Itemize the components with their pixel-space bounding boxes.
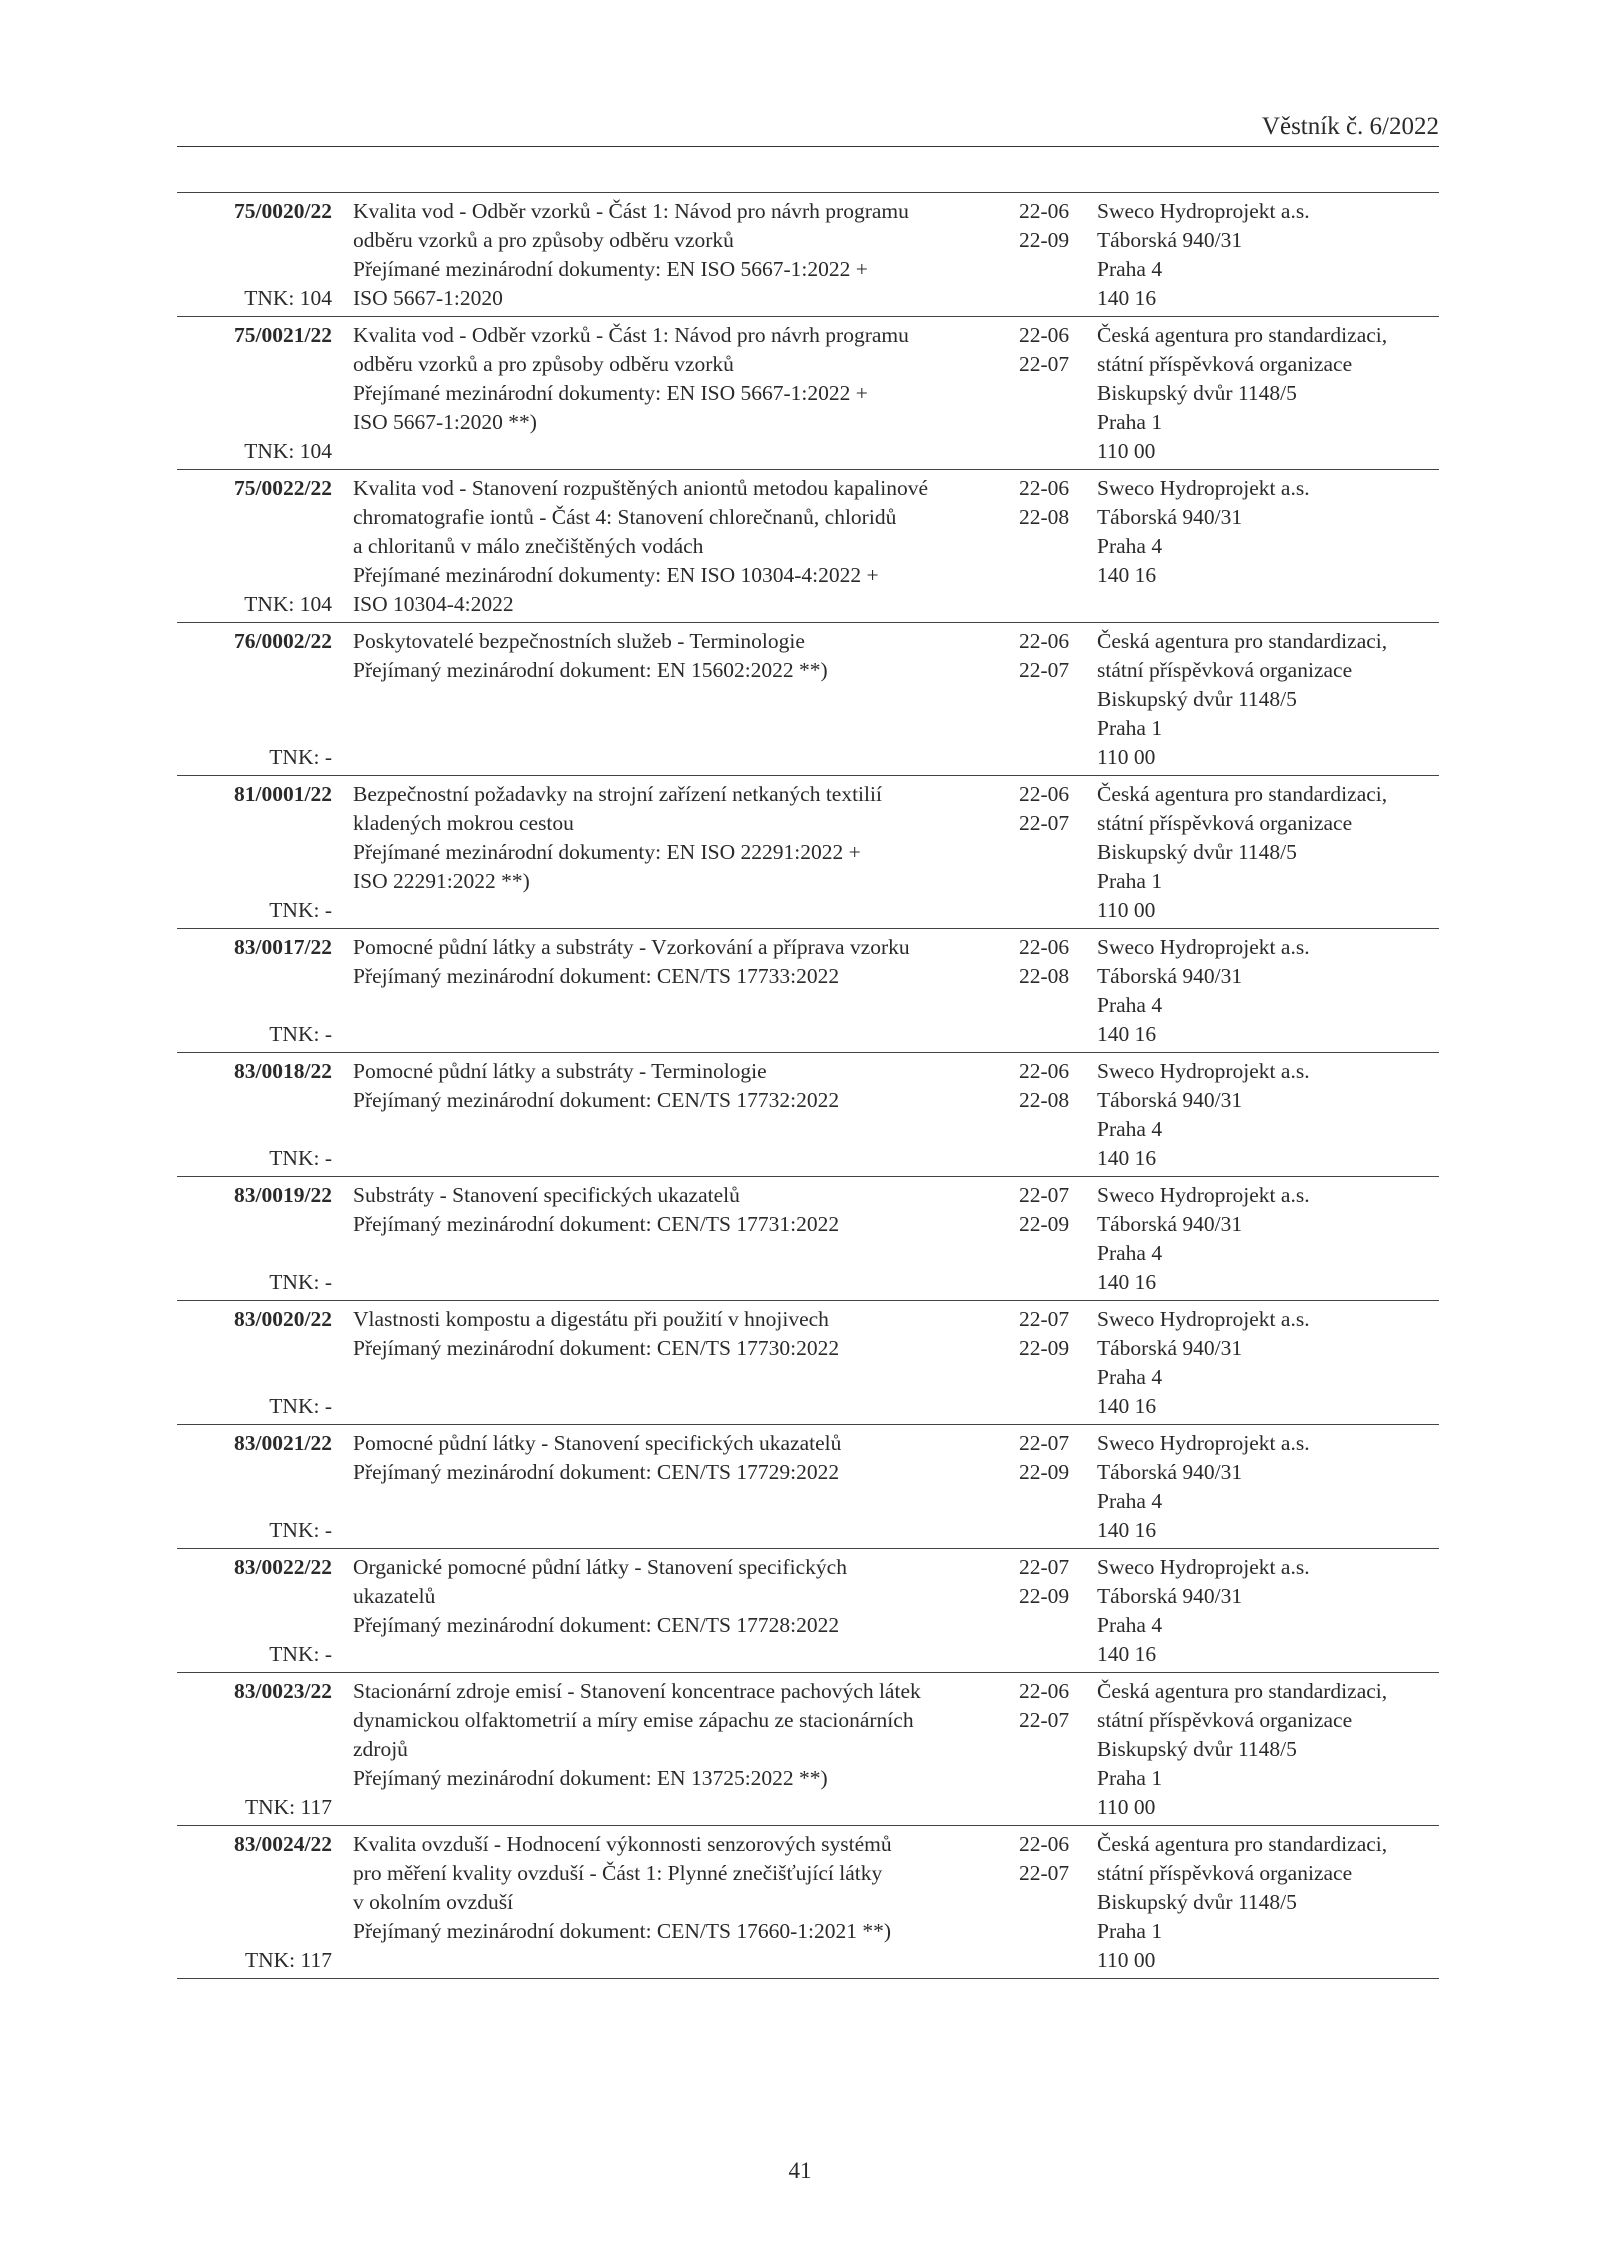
date-value: 22-06 (1019, 199, 1070, 223)
date-value: 22-06 (1019, 935, 1070, 959)
title-line: Přejímaný mezinárodní dokument: CEN/TS 17729:2022 (353, 1460, 840, 1484)
date-value: 22-06 (1019, 1679, 1070, 1703)
standard-title-cell (332, 1301, 1007, 1425)
date-value: 22-06 (1019, 323, 1070, 347)
title-line: ISO 22291:2022 **) (353, 869, 530, 893)
standards-table (177, 192, 1439, 1979)
title-line: Přejímaný mezinárodní dokument: CEN/TS 17732:2022 (353, 1088, 840, 1112)
address-line: Praha 4 (1097, 1117, 1163, 1141)
standard-title-cell (332, 1826, 1007, 1979)
date-cell (1007, 470, 1097, 623)
title-line: a chloritanů v málo znečištěných vodách (353, 534, 704, 558)
address-line: 140 16 (1097, 1022, 1157, 1046)
date-value: 22-06 (1019, 629, 1070, 653)
title-line: Přejímaný mezinárodní dokument: EN 15602:2022 **) (353, 658, 828, 682)
standard-title-cell (332, 1053, 1007, 1177)
address-line: Táborská 940/31 (1097, 1336, 1243, 1360)
address-line: Sweco Hydroprojekt a.s. (1097, 1307, 1310, 1331)
address-line: Sweco Hydroprojekt a.s. (1097, 199, 1310, 223)
title-line: Přejímaný mezinárodní dokument: CEN/TS 17733:2022 (353, 964, 840, 988)
standard-code-cell (177, 1826, 332, 1979)
address-line: 140 16 (1097, 286, 1157, 310)
address-line: Praha 4 (1097, 1489, 1163, 1513)
date-cell (1007, 1549, 1097, 1673)
title-line: ISO 10304-4:2022 (353, 592, 514, 616)
date-cell (1007, 1053, 1097, 1177)
address-line: Sweco Hydroprojekt a.s. (1097, 935, 1310, 959)
date-value: 22-09 (1019, 228, 1070, 252)
address-line: Táborská 940/31 (1097, 505, 1243, 529)
date-value: 22-07 (1019, 658, 1070, 682)
tnk-label: TNK: 117 (245, 1795, 332, 1819)
standard-code-cell (177, 470, 332, 623)
address-line: Praha 1 (1097, 716, 1163, 740)
address-line: Praha 4 (1097, 257, 1163, 281)
table-row (177, 1177, 1439, 1301)
processor-address-cell (1097, 1425, 1439, 1549)
address-line: Biskupský dvůr 1148/5 (1097, 1890, 1297, 1914)
tnk-label: TNK: - (269, 898, 332, 922)
title-line: Přejímaný mezinárodní dokument: CEN/TS 17728:2022 (353, 1613, 840, 1637)
standard-code-cell (177, 1673, 332, 1826)
address-line: Sweco Hydroprojekt a.s. (1097, 1183, 1310, 1207)
date-cell (1007, 1826, 1097, 1979)
date-value: 22-06 (1019, 1059, 1070, 1083)
title-line: Pomocné půdní látky a substráty - Terminologie (353, 1059, 767, 1083)
standard-number: 83/0024/22 (234, 1832, 332, 1856)
table-row (177, 1826, 1439, 1979)
table-row (177, 776, 1439, 929)
standard-code-cell (177, 1301, 332, 1425)
address-line: Táborská 940/31 (1097, 964, 1243, 988)
address-line: státní příspěvková organizace (1097, 352, 1353, 376)
date-value: 22-07 (1019, 1183, 1070, 1207)
address-line: státní příspěvková organizace (1097, 811, 1353, 835)
tnk-label: TNK: 117 (245, 1948, 332, 1972)
date-value: 22-09 (1019, 1336, 1070, 1360)
date-cell (1007, 623, 1097, 776)
processor-address-cell (1097, 470, 1439, 623)
address-line: státní příspěvková organizace (1097, 658, 1353, 682)
title-line: Přejímaný mezinárodní dokument: CEN/TS 17660-1:2021 **) (353, 1919, 892, 1943)
table-row (177, 1549, 1439, 1673)
title-line: Přejímané mezinárodní dokumenty: EN ISO 10304-4:2022 + (353, 563, 879, 587)
date-value: 22-09 (1019, 1460, 1070, 1484)
tnk-label: TNK: 104 (244, 592, 332, 616)
date-value: 22-07 (1019, 1555, 1070, 1579)
tnk-label: TNK: 104 (244, 286, 332, 310)
title-line: Přejímané mezinárodní dokumenty: EN ISO 5667-1:2022 + (353, 381, 868, 405)
standard-title-cell (332, 776, 1007, 929)
date-value: 22-07 (1019, 1431, 1070, 1455)
address-line: 140 16 (1097, 1642, 1157, 1666)
tnk-label: TNK: - (269, 745, 332, 769)
address-line: Česká agentura pro standardizaci, (1097, 1832, 1388, 1856)
address-line: 140 16 (1097, 1146, 1157, 1170)
table-row (177, 1301, 1439, 1425)
date-value: 22-09 (1019, 1584, 1070, 1608)
address-line: Praha 4 (1097, 1613, 1163, 1637)
standard-number: 83/0023/22 (234, 1679, 332, 1703)
processor-address-cell (1097, 1826, 1439, 1979)
table-row (177, 193, 1439, 317)
standard-code-cell (177, 317, 332, 470)
processor-address-cell (1097, 193, 1439, 317)
title-line: ukazatelů (353, 1584, 436, 1608)
title-line: dynamickou olfaktometrií a míry emise zápachu ze stacionárních (353, 1708, 914, 1732)
address-line: Biskupský dvůr 1148/5 (1097, 840, 1297, 864)
processor-address-cell (1097, 776, 1439, 929)
address-line: Biskupský dvůr 1148/5 (1097, 1737, 1297, 1761)
standard-code-cell (177, 776, 332, 929)
address-line: Česká agentura pro standardizaci, (1097, 1679, 1388, 1703)
processor-address-cell (1097, 1053, 1439, 1177)
date-value: 22-07 (1019, 811, 1070, 835)
address-line: 110 00 (1097, 898, 1156, 922)
title-line: Pomocné půdní látky a substráty - Vzorkování a příprava vzorku (353, 935, 910, 959)
tnk-label: TNK: - (269, 1642, 332, 1666)
title-line: Bezpečnostní požadavky na strojní zařízení netkaných textilií (353, 782, 882, 806)
address-line: Praha 1 (1097, 869, 1163, 893)
address-line: státní příspěvková organizace (1097, 1708, 1353, 1732)
standard-title-cell (332, 929, 1007, 1053)
address-line: Česká agentura pro standardizaci, (1097, 629, 1388, 653)
date-value: 22-07 (1019, 1307, 1070, 1331)
title-line: chromatografie iontů - Část 4: Stanovení chlorečnanů, chloridů (353, 505, 897, 529)
address-line: Praha 4 (1097, 993, 1163, 1017)
standard-title-cell (332, 623, 1007, 776)
title-line: Substráty - Stanovení specifických ukazatelů (353, 1183, 740, 1207)
title-line: Kvalita vod - Odběr vzorků - Část 1: Návod pro návrh programu (353, 199, 909, 223)
table-row (177, 1053, 1439, 1177)
title-line: kladených mokrou cestou (353, 811, 574, 835)
date-value: 22-07 (1019, 1708, 1070, 1732)
processor-address-cell (1097, 317, 1439, 470)
standard-number: 83/0022/22 (234, 1555, 332, 1579)
standard-number: 75/0020/22 (234, 199, 332, 223)
title-line: Kvalita vod - Odběr vzorků - Část 1: Návod pro návrh programu (353, 323, 909, 347)
date-cell (1007, 776, 1097, 929)
title-line: Kvalita ovzduší - Hodnocení výkonnosti senzorových systémů (353, 1832, 892, 1856)
tnk-label: TNK: - (269, 1022, 332, 1046)
table-row (177, 929, 1439, 1053)
standard-number: 75/0021/22 (234, 323, 332, 347)
title-line: Přejímané mezinárodní dokumenty: EN ISO 5667-1:2022 + (353, 257, 868, 281)
title-line: v okolním ovzduší (353, 1890, 514, 1914)
standard-title-cell (332, 1673, 1007, 1826)
standard-title-cell (332, 1177, 1007, 1301)
date-cell (1007, 1425, 1097, 1549)
title-line: Pomocné půdní látky - Stanovení specifických ukazatelů (353, 1431, 842, 1455)
title-line: Kvalita vod - Stanovení rozpuštěných aniontů metodou kapalinové (353, 476, 928, 500)
tnk-label: TNK: 104 (244, 439, 332, 463)
standard-title-cell (332, 317, 1007, 470)
address-line: Praha 1 (1097, 1919, 1163, 1943)
standard-title-cell (332, 193, 1007, 317)
standard-number: 83/0021/22 (234, 1431, 332, 1455)
address-line: Biskupský dvůr 1148/5 (1097, 381, 1297, 405)
title-line: Přejímané mezinárodní dokumenty: EN ISO 22291:2022 + (353, 840, 861, 864)
table-row (177, 623, 1439, 776)
standard-code-cell (177, 193, 332, 317)
address-line: 140 16 (1097, 1518, 1157, 1542)
title-line: Přejímaný mezinárodní dokument: EN 13725:2022 **) (353, 1766, 828, 1790)
table-row (177, 1673, 1439, 1826)
address-line: Táborská 940/31 (1097, 1460, 1243, 1484)
processor-address-cell (1097, 1549, 1439, 1673)
address-line: 140 16 (1097, 1394, 1157, 1418)
tnk-label: TNK: - (269, 1394, 332, 1418)
standard-number: 76/0002/22 (234, 629, 332, 653)
date-value: 22-08 (1019, 505, 1070, 529)
standard-number: 83/0018/22 (234, 1059, 332, 1083)
processor-address-cell (1097, 1301, 1439, 1425)
title-line: Přejímaný mezinárodní dokument: CEN/TS 17731:2022 (353, 1212, 840, 1236)
address-line: 140 16 (1097, 563, 1157, 587)
date-value: 22-06 (1019, 476, 1070, 500)
date-cell (1007, 1673, 1097, 1826)
table-row (177, 470, 1439, 623)
tnk-label: TNK: - (269, 1518, 332, 1542)
title-line: odběru vzorků a pro způsoby odběru vzorků (353, 352, 734, 376)
address-line: Praha 4 (1097, 1365, 1163, 1389)
date-value: 22-06 (1019, 1832, 1070, 1856)
address-line: státní příspěvková organizace (1097, 1861, 1353, 1885)
standard-code-cell (177, 1425, 332, 1549)
address-line: Praha 4 (1097, 534, 1163, 558)
standard-code-cell (177, 623, 332, 776)
date-cell (1007, 929, 1097, 1053)
title-line: ISO 5667-1:2020 **) (353, 410, 537, 434)
tnk-label: TNK: - (269, 1270, 332, 1294)
address-line: Sweco Hydroprojekt a.s. (1097, 476, 1310, 500)
page-number: 41 (788, 2158, 812, 2183)
title-line: Vlastnosti kompostu a digestátu při použití v hnojivech (353, 1307, 829, 1331)
title-line: ISO 5667-1:2020 (353, 286, 503, 310)
processor-address-cell (1097, 623, 1439, 776)
address-line: Česká agentura pro standardizaci, (1097, 323, 1388, 347)
date-cell (1007, 317, 1097, 470)
standard-code-cell (177, 1549, 332, 1673)
address-line: Táborská 940/31 (1097, 228, 1243, 252)
date-value: 22-07 (1019, 352, 1070, 376)
processor-address-cell (1097, 929, 1439, 1053)
address-line: Praha 1 (1097, 1766, 1163, 1790)
title-line: Přejímaný mezinárodní dokument: CEN/TS 17730:2022 (353, 1336, 840, 1360)
address-line: 140 16 (1097, 1270, 1157, 1294)
address-line: 110 00 (1097, 1948, 1156, 1972)
standard-number: 83/0019/22 (234, 1183, 332, 1207)
standard-code-cell (177, 929, 332, 1053)
standard-title-cell (332, 1549, 1007, 1673)
date-value: 22-09 (1019, 1212, 1070, 1236)
address-line: Biskupský dvůr 1148/5 (1097, 687, 1297, 711)
address-line: Táborská 940/31 (1097, 1088, 1243, 1112)
title-line: zdrojů (353, 1737, 408, 1761)
date-cell (1007, 1177, 1097, 1301)
address-line: Praha 4 (1097, 1241, 1163, 1265)
address-line: Sweco Hydroprojekt a.s. (1097, 1555, 1310, 1579)
title-line: Poskytovatelé bezpečnostních služeb - Terminologie (353, 629, 805, 653)
table-row (177, 1425, 1439, 1549)
standard-code-cell (177, 1053, 332, 1177)
date-value: 22-08 (1019, 964, 1070, 988)
standard-code-cell (177, 1177, 332, 1301)
standards-table-body (177, 193, 1439, 1979)
processor-address-cell (1097, 1177, 1439, 1301)
standard-title-cell (332, 470, 1007, 623)
processor-address-cell (1097, 1673, 1439, 1826)
address-line: Sweco Hydroprojekt a.s. (1097, 1059, 1310, 1083)
title-line: pro měření kvality ovzduší - Část 1: Plynné znečišťující látky (353, 1861, 883, 1885)
standard-number: 75/0022/22 (234, 476, 332, 500)
address-line: 110 00 (1097, 1795, 1156, 1819)
address-line: Česká agentura pro standardizaci, (1097, 782, 1388, 806)
table-row (177, 317, 1439, 470)
title-line: Stacionární zdroje emisí - Stanovení koncentrace pachových látek (353, 1679, 921, 1703)
date-cell (1007, 1301, 1097, 1425)
title-line: odběru vzorků a pro způsoby odběru vzorků (353, 228, 734, 252)
standard-title-cell (332, 1425, 1007, 1549)
address-line: Sweco Hydroprojekt a.s. (1097, 1431, 1310, 1455)
standard-number: 83/0017/22 (234, 935, 332, 959)
date-value: 22-08 (1019, 1088, 1070, 1112)
date-value: 22-07 (1019, 1861, 1070, 1885)
standard-number: 81/0001/22 (234, 782, 332, 806)
address-line: Táborská 940/31 (1097, 1584, 1243, 1608)
address-line: Praha 1 (1097, 410, 1163, 434)
title-line: Organické pomocné půdní látky - Stanovení specifických (353, 1555, 847, 1579)
date-cell (1007, 193, 1097, 317)
tnk-label: TNK: - (269, 1146, 332, 1170)
address-line: 110 00 (1097, 439, 1156, 463)
address-line: Táborská 940/31 (1097, 1212, 1243, 1236)
date-value: 22-06 (1019, 782, 1070, 806)
address-line: 110 00 (1097, 745, 1156, 769)
header-divider (177, 146, 1439, 147)
page-header-title: Věstník č. 6/2022 (1261, 113, 1439, 140)
standard-number: 83/0020/22 (234, 1307, 332, 1331)
